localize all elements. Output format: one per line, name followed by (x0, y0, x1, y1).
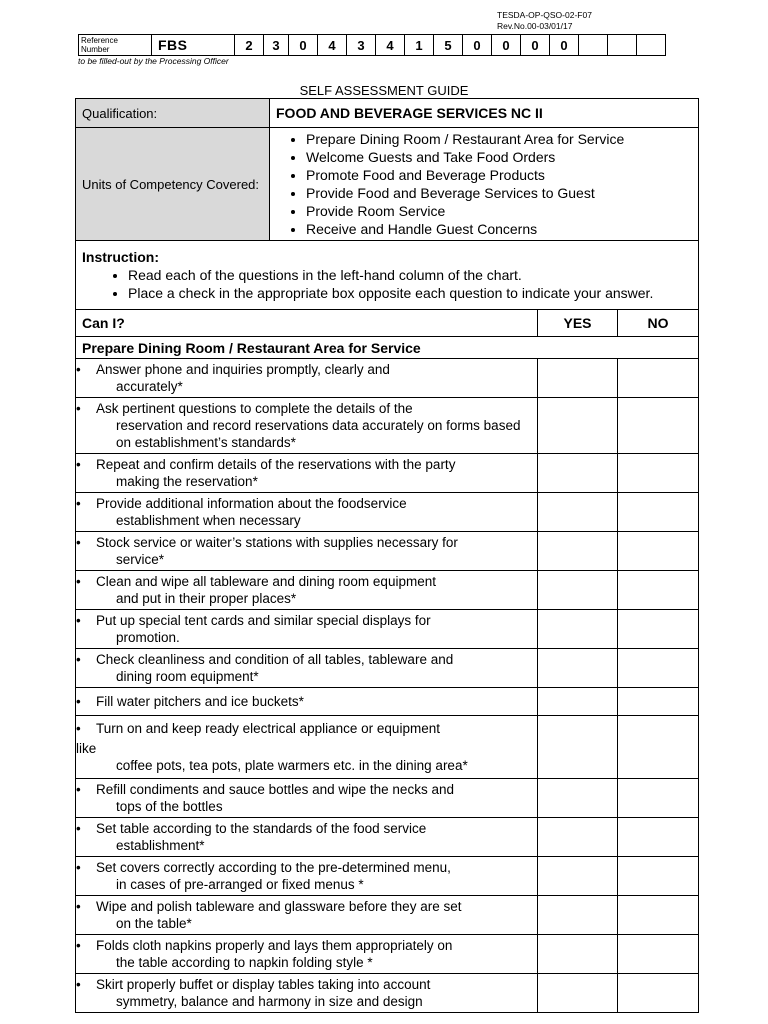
question-row (76, 974, 699, 1013)
bullet-icon: • (76, 782, 81, 797)
question-text-cell (76, 688, 538, 716)
qualification-label: Qualification: (76, 99, 270, 128)
section-title: Prepare Dining Room / Restaurant Area for Service (76, 337, 699, 359)
reference-digit[interactable]: 3 (347, 35, 376, 56)
question-row (76, 688, 699, 716)
question-text-cell (76, 935, 538, 974)
bullet-icon: • (76, 496, 81, 511)
question-row (76, 610, 699, 649)
assessment-table (75, 98, 699, 1013)
question-continuation: service* (116, 552, 165, 567)
units-label: Units of Competency Covered: (76, 128, 270, 241)
form-code: TESDA-OP-QSO-02-F07 (497, 10, 592, 20)
no-checkbox[interactable] (618, 398, 699, 454)
reference-digit[interactable] (637, 35, 666, 56)
question-first-line: Wipe and polish tableware and glassware before they are set (96, 899, 462, 914)
yes-checkbox[interactable] (538, 610, 618, 649)
bullet-icon: • (76, 457, 81, 472)
yes-checkbox[interactable] (538, 454, 618, 493)
question-text-cell (76, 532, 538, 571)
no-checkbox[interactable] (618, 532, 699, 571)
question-first-line: Repeat and confirm details of the reservations with the party (96, 457, 456, 472)
question-first-line: Answer phone and inquiries promptly, clearly and (96, 362, 390, 377)
reference-digit[interactable]: 0 (550, 35, 579, 56)
unit-item: • Promote Food and Beverage Products (306, 166, 698, 184)
bullet-icon: • (76, 938, 81, 953)
question-text-cell (76, 398, 538, 454)
question-continuation: tops of the bottles (116, 799, 223, 814)
question-continuation: dining room equipment* (116, 669, 259, 684)
question-continuation: the table according to napkin folding style * (116, 955, 373, 970)
question-row (76, 935, 699, 974)
question-first-line: Provide additional information about the foodservice (96, 496, 407, 511)
bullet-icon: • (76, 860, 81, 875)
yes-checkbox[interactable] (538, 716, 618, 779)
yes-checkbox[interactable] (538, 398, 618, 454)
yes-checkbox[interactable] (538, 571, 618, 610)
reference-digit[interactable]: 0 (492, 35, 521, 56)
no-checkbox[interactable] (618, 779, 699, 818)
question-continuation: making the reservation* (116, 474, 258, 489)
question-row (76, 493, 699, 532)
yes-checkbox[interactable] (538, 359, 618, 398)
no-checkbox[interactable] (618, 974, 699, 1013)
no-checkbox[interactable] (618, 688, 699, 716)
reference-digit[interactable]: 0 (521, 35, 550, 56)
question-continuation: symmetry, balance and harmony in size and design (116, 994, 423, 1009)
reference-digit[interactable]: 0 (463, 35, 492, 56)
no-checkbox[interactable] (618, 857, 699, 896)
bullet-icon: • (76, 362, 81, 377)
reference-digit[interactable]: 2 (235, 35, 264, 56)
unit-item: • Receive and Handle Guest Concerns (306, 220, 698, 238)
no-checkbox[interactable] (618, 716, 699, 779)
reference-digit[interactable]: 4 (376, 35, 405, 56)
question-continuation: on the table* (116, 916, 192, 931)
bullet-icon: • (76, 721, 81, 736)
question-first-line: Check cleanliness and condition of all tables, tableware and (96, 652, 454, 667)
no-checkbox[interactable] (618, 896, 699, 935)
question-first-line: Put up special tent cards and similar special displays for (96, 613, 431, 628)
question-row (76, 818, 699, 857)
instruction-heading: Instruction: (82, 249, 159, 265)
question-first-line: Clean and wipe all tableware and dining room equipment (96, 574, 436, 589)
question-continuation: establishment* (116, 838, 205, 853)
bullet-icon: • (76, 899, 81, 914)
instruction-item: • Place a check in the appropriate box opposite each question to indicate your answer. (128, 284, 692, 302)
unit-item: • Prepare Dining Room / Restaurant Area for Service (306, 130, 698, 148)
question-row (76, 857, 699, 896)
question-continuation: establishment when necessary (116, 513, 301, 528)
instruction-list (82, 266, 692, 302)
bullet-icon: • (76, 613, 81, 628)
no-checkbox[interactable] (618, 359, 699, 398)
bullet-icon: • (76, 535, 81, 550)
question-text-cell (76, 779, 538, 818)
question-continuation: in cases of pre-arranged or fixed menus * (116, 877, 364, 892)
bullet-icon: • (76, 574, 81, 589)
yes-checkbox[interactable] (538, 688, 618, 716)
unit-item: • Provide Food and Beverage Services to Guest (306, 184, 698, 202)
question-text-cell (76, 818, 538, 857)
question-continuation: and put in their proper places* (116, 591, 297, 606)
question-first-line: Ask pertinent questions to complete the details of the (96, 401, 413, 416)
no-checkbox[interactable] (618, 493, 699, 532)
question-row (76, 398, 699, 454)
question-row (76, 454, 699, 493)
reference-digit[interactable]: 5 (434, 35, 463, 56)
no-checkbox[interactable] (618, 649, 699, 688)
reference-digit[interactable]: 0 (289, 35, 318, 56)
instruction-item: • Read each of the questions in the left-hand column of the chart. (128, 266, 692, 284)
no-checkbox[interactable] (618, 935, 699, 974)
question-text-cell (76, 857, 538, 896)
no-checkbox[interactable] (618, 818, 699, 857)
reference-digit[interactable] (579, 35, 608, 56)
no-checkbox[interactable] (618, 454, 699, 493)
question-text-cell (76, 454, 538, 493)
question-continuation: coffee pots, tea pots, plate warmers etc. in the dining area* (116, 758, 468, 773)
question-row (76, 649, 699, 688)
units-cell (270, 128, 699, 241)
question-text-cell (76, 359, 538, 398)
question-first-line: Skirt properly buffet or display tables taking into account (96, 977, 431, 992)
bullet-icon: • (76, 652, 81, 667)
fill-out-note: to be filled-out by the Processing Officer (78, 56, 229, 66)
reference-prefix[interactable]: FBS (152, 35, 235, 56)
no-header: NO (618, 310, 699, 337)
question-row (76, 571, 699, 610)
page-title: SELF ASSESSMENT GUIDE (299, 83, 469, 98)
reference-digit[interactable] (608, 35, 637, 56)
question-row (76, 359, 699, 398)
revision-number: Rev.No.00-03/01/17 (497, 21, 573, 31)
unit-item: • Provide Room Service (306, 202, 698, 220)
question-continuation: promotion. (116, 630, 180, 645)
yes-header: YES (538, 310, 618, 337)
question-text-cell (76, 649, 538, 688)
question-text-cell (76, 896, 538, 935)
yes-checkbox[interactable] (538, 649, 618, 688)
question-first-line: Set table according to the standards of the food service (96, 821, 427, 836)
yes-checkbox[interactable] (538, 857, 618, 896)
yes-checkbox[interactable] (538, 779, 618, 818)
instruction-cell (76, 241, 699, 310)
reference-digit[interactable]: 1 (405, 35, 434, 56)
yes-checkbox[interactable] (538, 493, 618, 532)
question-first-line: Stock service or waiter’s stations with supplies necessary for (96, 535, 458, 550)
question-continuation: reservation and record reservations data accurately on forms based on establishment’s standards* (116, 418, 521, 450)
yes-checkbox[interactable] (538, 818, 618, 857)
bullet-icon: • (76, 694, 81, 709)
question-row (76, 532, 699, 571)
can-i-header: Can I? (76, 310, 538, 337)
question-text-cell (76, 493, 538, 532)
question-text-cell (76, 974, 538, 1013)
question-continuation: accurately* (116, 379, 183, 394)
question-first-line: Set covers correctly according to the pre-determined menu, (96, 860, 451, 875)
bullet-icon: • (76, 401, 81, 416)
reference-number-table (78, 34, 666, 56)
bullet-icon: • (76, 821, 81, 836)
bullet-icon: • (76, 977, 81, 992)
question-text-cell (76, 571, 538, 610)
reference-digit[interactable]: 4 (318, 35, 347, 56)
qualification-value: FOOD AND BEVERAGE SERVICES NC II (270, 99, 699, 128)
question-row (76, 779, 699, 818)
question-first-line: Folds cloth napkins properly and lays them appropriately on (96, 938, 453, 953)
yes-checkbox[interactable] (538, 974, 618, 1013)
question-first-line: Turn on and keep ready electrical appliance or equipment (96, 721, 440, 736)
reference-digit[interactable]: 3 (264, 35, 289, 56)
yes-checkbox[interactable] (538, 896, 618, 935)
no-checkbox[interactable] (618, 571, 699, 610)
units-list (270, 130, 698, 238)
document-code (497, 10, 592, 32)
question-row (76, 716, 699, 779)
unit-item: • Welcome Guests and Take Food Orders (306, 148, 698, 166)
reference-number-label: Reference Number (79, 35, 152, 56)
question-first-line: Fill water pitchers and ice buckets* (96, 694, 304, 709)
question-text-cell (76, 610, 538, 649)
question-first-line: Refill condiments and sauce bottles and wipe the necks and (96, 782, 454, 797)
no-checkbox[interactable] (618, 610, 699, 649)
yes-checkbox[interactable] (538, 532, 618, 571)
question-continuation-word: like (76, 741, 97, 756)
yes-checkbox[interactable] (538, 935, 618, 974)
question-row (76, 896, 699, 935)
question-text-cell (76, 716, 538, 779)
